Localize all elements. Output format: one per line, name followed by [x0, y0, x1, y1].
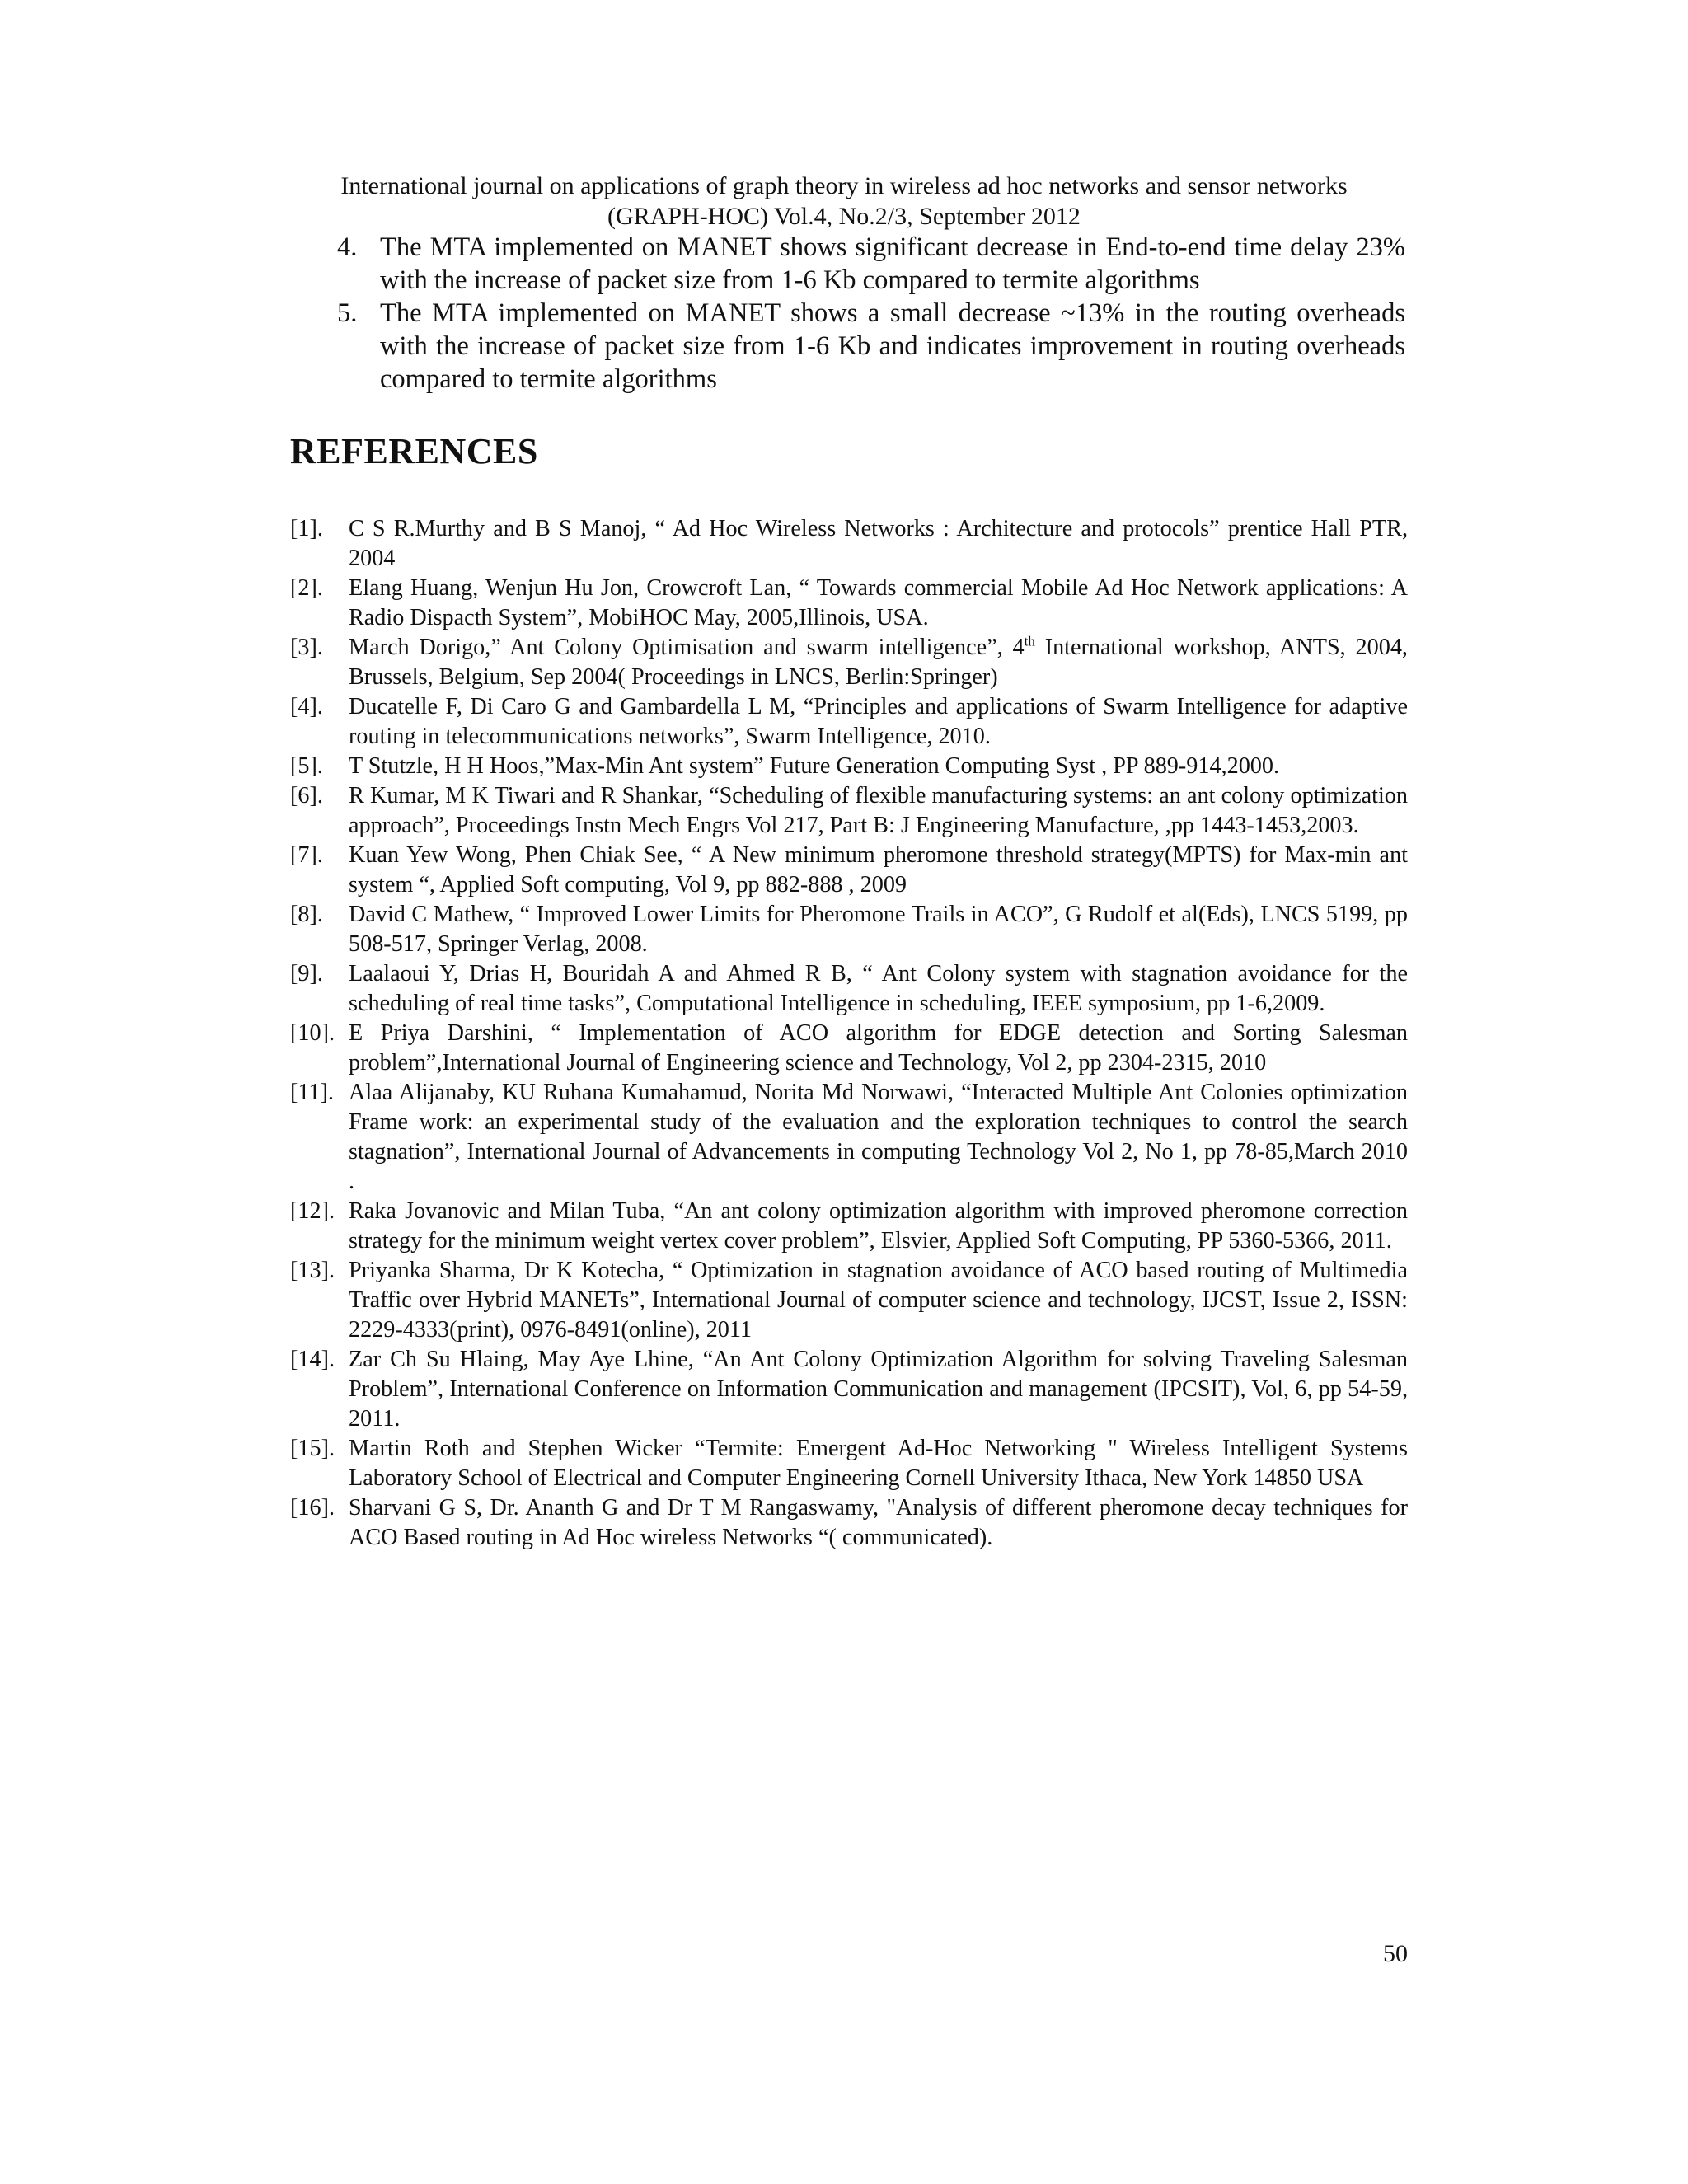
reference-text: Raka Jovanovic and Milan Tuba, “An ant colony optimization algorithm with improved pheromone correction strategy for the minimum weight vertex cover problem”, Elsvier, Applied Soft Computing, PP 5360-5366, 2011. [349, 1198, 1408, 1254]
reference-text: Ducatelle F, Di Caro G and Gambardella L M, “Principles and applications of Swarm Intelligence for adaptive routing in telecommunications networks”, Swarm Intelligence, 2010. [349, 694, 1408, 749]
list-item-number: 4. [337, 232, 358, 262]
journal-title-line: International journal on applications of graph theory in wireless ad hoc networks and sensor networks [340, 172, 1348, 199]
list-item [326, 297, 1405, 396]
reference-number: [5]. [290, 753, 323, 779]
reference-number: [8]. [290, 902, 323, 927]
reference-text: Laalaoui Y, Drias H, Bouridah A and Ahmed R B, “ Ant Colony system with stagnation avoidance for the scheduling of real time tasks”, Computational Intelligence in scheduling, IEEE symposium, pp 1-6,2009. [349, 961, 1408, 1016]
reference-item [290, 959, 1408, 1019]
reference-text-part: International workshop, ANTS, 2004, Brussels, Belgium, Sep 2004( Proceedings in LNCS, Berlin:Springer) [349, 635, 1408, 690]
reference-text: Priyanka Sharma, Dr K Kotecha, “ Optimization in stagnation avoidance of ACO based routing of Multimedia Traffic over Hybrid MANETs”, International Journal of computer science and technology, IJCST, Issue 2, ISSN: 2229-4333(print), 0976-8491(online), 2011 [349, 1258, 1408, 1343]
references-heading: REFERENCES [290, 431, 538, 471]
reference-item [290, 1078, 1408, 1197]
reference-number: [13]. [290, 1258, 335, 1283]
reference-number: [14]. [290, 1347, 335, 1372]
reference-item [290, 841, 1408, 900]
reference-text-part: March Dorigo,” Ant Colony Optimisation and swarm intelligence”, 4 [349, 635, 1025, 660]
reference-number: [7]. [290, 842, 323, 868]
reference-item [290, 781, 1408, 841]
reference-item [290, 574, 1408, 633]
reference-number: [12]. [290, 1198, 335, 1224]
ordinal-superscript: th [1024, 633, 1035, 649]
references-list [290, 514, 1408, 1553]
reference-item [290, 1256, 1408, 1345]
list-item-text: The MTA implemented on MANET shows significant decrease in End-to-end time delay 23% with the increase of packet size from 1-6 Kb compared to termite algorithms [380, 232, 1405, 295]
list-item [326, 231, 1405, 297]
reference-item [290, 1434, 1408, 1493]
reference-number: [15]. [290, 1436, 335, 1461]
reference-text: C S R.Murthy and B S Manoj, “ Ad Hoc Wireless Networks : Architecture and protocols” prentice Hall PTR, 2004 [349, 516, 1408, 571]
reference-number: [10]. [290, 1020, 335, 1046]
reference-item [290, 1197, 1408, 1256]
reference-item [290, 1345, 1408, 1434]
journal-volume-line: (GRAPH-HOC) Vol.4, No.2/3, September 2012 [607, 203, 1081, 230]
reference-item [290, 633, 1408, 692]
reference-number: [16]. [290, 1495, 335, 1521]
reference-number: [11]. [290, 1080, 334, 1105]
reference-item [290, 1493, 1408, 1553]
reference-text: Martin Roth and Stephen Wicker “Termite: Emergent Ad-Hoc Networking " Wireless Intelligent Systems Laboratory School of Electrical and Computer Engineering Cornell University Ithaca, New York 14850 USA [349, 1436, 1408, 1491]
reference-text: Zar Ch Su Hlaing, May Aye Lhine, “An Ant Colony Optimization Algorithm for solving Traveling Salesman Problem”, International Conference on Information Communication and management (IPCSIT), Vol, 6, pp 54-59, 2011. [349, 1347, 1408, 1432]
reference-item [290, 752, 1408, 781]
reference-number: [3]. [290, 635, 323, 660]
reference-text: Kuan Yew Wong, Phen Chiak See, “ A New minimum pheromone threshold strategy(MPTS) for Max-min ant system “, Applied Soft computing, Vol 9, pp 882-888 , 2009 [349, 842, 1408, 898]
reference-number: [6]. [290, 783, 323, 808]
reference-text: Sharvani G S, Dr. Ananth G and Dr T M Rangaswamy, "Analysis of different pheromone decay techniques for ACO Based routing in Ad Hoc wireless Networks “( communicated). [349, 1495, 1408, 1550]
reference-text: R Kumar, M K Tiwari and R Shankar, “Scheduling of flexible manufacturing systems: an ant colony optimization approach”, Proceedings Instn Mech Engrs Vol 217, Part B: J Engineering Manufacture, ,pp 1443-1453,2003. [349, 783, 1408, 838]
page-number: 50 [1383, 1940, 1408, 1967]
reference-item [290, 692, 1408, 752]
reference-text: David C Mathew, “ Improved Lower Limits for Pheromone Trails in ACO”, G Rudolf et al(Eds), LNCS 5199, pp 508-517, Springer Verlag, 2008. [349, 902, 1408, 957]
reference-item [290, 514, 1408, 574]
reference-text: Alaa Alijanaby, KU Ruhana Kumahamud, Norita Md Norwawi, “Interacted Multiple Ant Colonies optimization Frame work: an experimental study of the evaluation and the exploration techniques to control the search stagnation”, International Journal of Advancements in computing Technology Vol 2, No 1, pp 78-85,March 2010 . [349, 1080, 1408, 1194]
list-item-number: 5. [337, 298, 358, 328]
findings-list [326, 231, 1405, 396]
reference-number: [4]. [290, 694, 323, 719]
reference-text: Elang Huang, Wenjun Hu Jon, Crowcroft Lan, “ Towards commercial Mobile Ad Hoc Network applications: A Radio Dispacth System”, MobiHOC May, 2005,Illinois, USA. [349, 575, 1408, 630]
reference-text [349, 633, 1408, 692]
reference-item [290, 900, 1408, 959]
reference-text: E Priya Darshini, “ Implementation of ACO algorithm for EDGE detection and Sorting Salesman problem”,International Journal of Engineering science and Technology, Vol 2, pp 2304-2315, 2010 [349, 1020, 1408, 1076]
reference-number: [1]. [290, 516, 323, 541]
list-item-text: The MTA implemented on MANET shows a small decrease ~13% in the routing overheads with the increase of packet size from 1-6 Kb and indicates improvement in routing overheads compared to termite algorithms [380, 298, 1405, 394]
running-header [247, 171, 1441, 232]
reference-number: [2]. [290, 575, 323, 601]
reference-text: T Stutzle, H H Hoos,”Max-Min Ant system” Future Generation Computing Syst , PP 889-914,2000. [349, 753, 1280, 779]
reference-item [290, 1019, 1408, 1078]
reference-number: [9]. [290, 961, 323, 987]
